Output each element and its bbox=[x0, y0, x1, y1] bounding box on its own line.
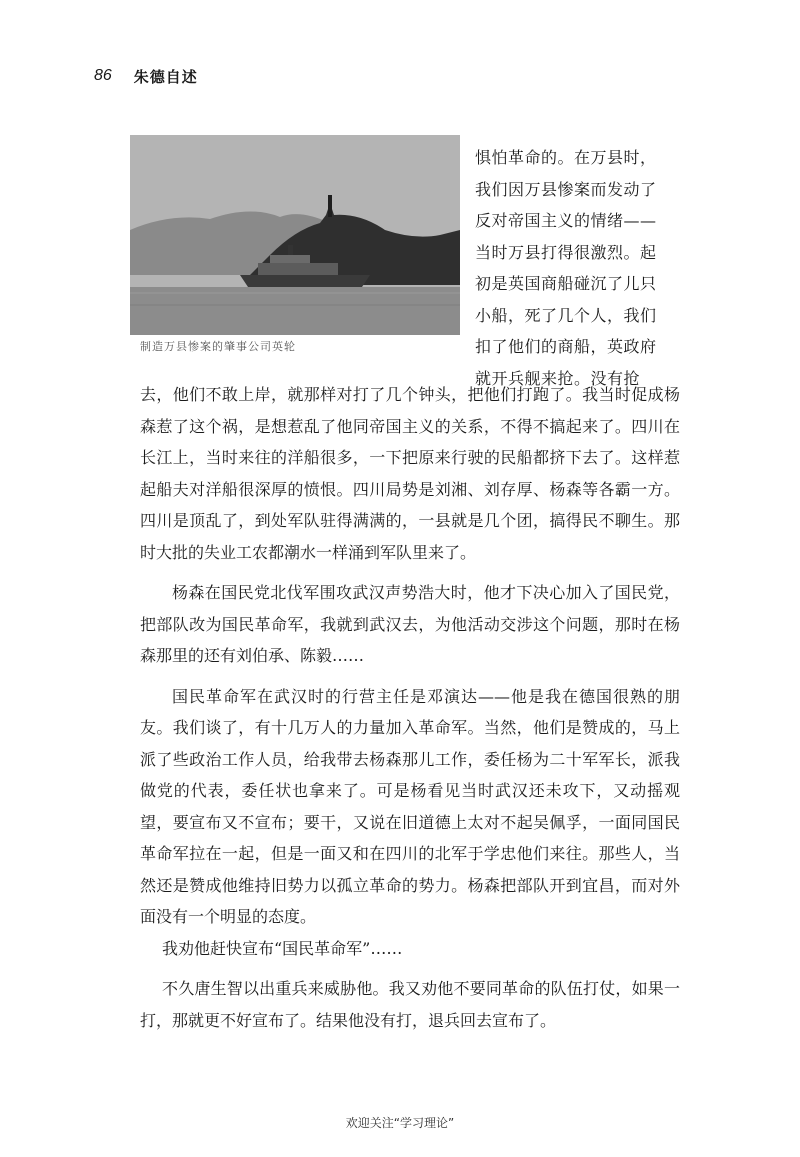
text-line: 小船，死了几个人，我们 bbox=[475, 305, 657, 325]
page-header bbox=[94, 64, 198, 88]
text-line: 扣了他们的商船，英政府 bbox=[475, 337, 657, 356]
text-line: 就开兵舰来抢。没有抢 bbox=[475, 368, 641, 388]
text-line: 惧怕革命的。在万县时， bbox=[475, 148, 657, 167]
photo-caption: 制造万县惨案的肇事公司英轮 bbox=[140, 340, 296, 353]
body-text bbox=[140, 379, 680, 1036]
text-line: 当时万县打得很激烈。起 bbox=[475, 242, 657, 262]
page-number: 86 bbox=[94, 67, 112, 84]
book-title: 朱德自述 bbox=[133, 67, 198, 86]
paragraph: 杨森在国民党北伐军围攻武汉声势浩大时，他才下决心加入了国民党，把部队改为国民革命军，我就到武汉去，为他活动交涉这个问题，那时在杨森那里的还有刘伯承、陈毅…… bbox=[140, 583, 680, 665]
paragraph: 不久唐生智以出重兵来威胁他。我又劝他不要同革命的队伍打仗，如果一打，那就更不好宣布了。结果他没有打，退兵回去宣布了。 bbox=[140, 979, 680, 1030]
text-line: 我们因万县惨案而发动了 bbox=[475, 179, 657, 199]
text-line: 初是英国商船碰沉了儿只 bbox=[475, 274, 657, 293]
paragraph: 国民革命军在武汉时的行营主任是邓演达——他是我在德国很熟的朋友。我们谈了，有十几万人的力量加入革命军。当然，他们是赞成的，马上派了些政治工作人员，给我带去杨森那儿工作，委任杨为二十军军长，派我做党的代表，委任状也拿来了。可是杨看见当时武汉还未攻下，又动摇观望，要宣布又不宣布；要干，又说在旧道德上太对不起吴佩孚，一面同国民革命军拉在一起，但是一面又和在四川的北军于学忠他们来往。那些人，当然还是赞成他维持旧势力以孤立革命的势力。杨森把部队开到宜昌，而对外面没有一个明显的态度。 bbox=[140, 686, 680, 926]
paragraph: 我劝他赶快宣布“国民革命军”…… bbox=[162, 938, 403, 958]
text-line: 反对帝国主义的情绪—— bbox=[475, 211, 657, 230]
ship-harbor-illustration bbox=[130, 135, 460, 335]
historical-photo bbox=[130, 135, 460, 335]
footer-note: 欢迎关注“学习理论” bbox=[345, 1116, 455, 1130]
paragraph: 去，他们不敢上岸，就那样对打了几个钟头，把他们打跑了。我当时促成杨森惹了这个祸，是想惹乱了他同帝国主义的关系，不得不搞起来了。四川在长江上，当时来往的洋船很多，一下把原来行驶的民船都挤下去了。这样惹起船夫对洋船很深厚的愤恨。四川局势是刘湘、刘存厚、杨森等各霸一方。四川是顶乱了，到处军队驻得满满的，一县就是几个团，搞得民不聊生。那时大批的失业工农都潮水一样涌到军队里来了。 bbox=[140, 385, 680, 562]
side-text-block bbox=[475, 142, 695, 394]
